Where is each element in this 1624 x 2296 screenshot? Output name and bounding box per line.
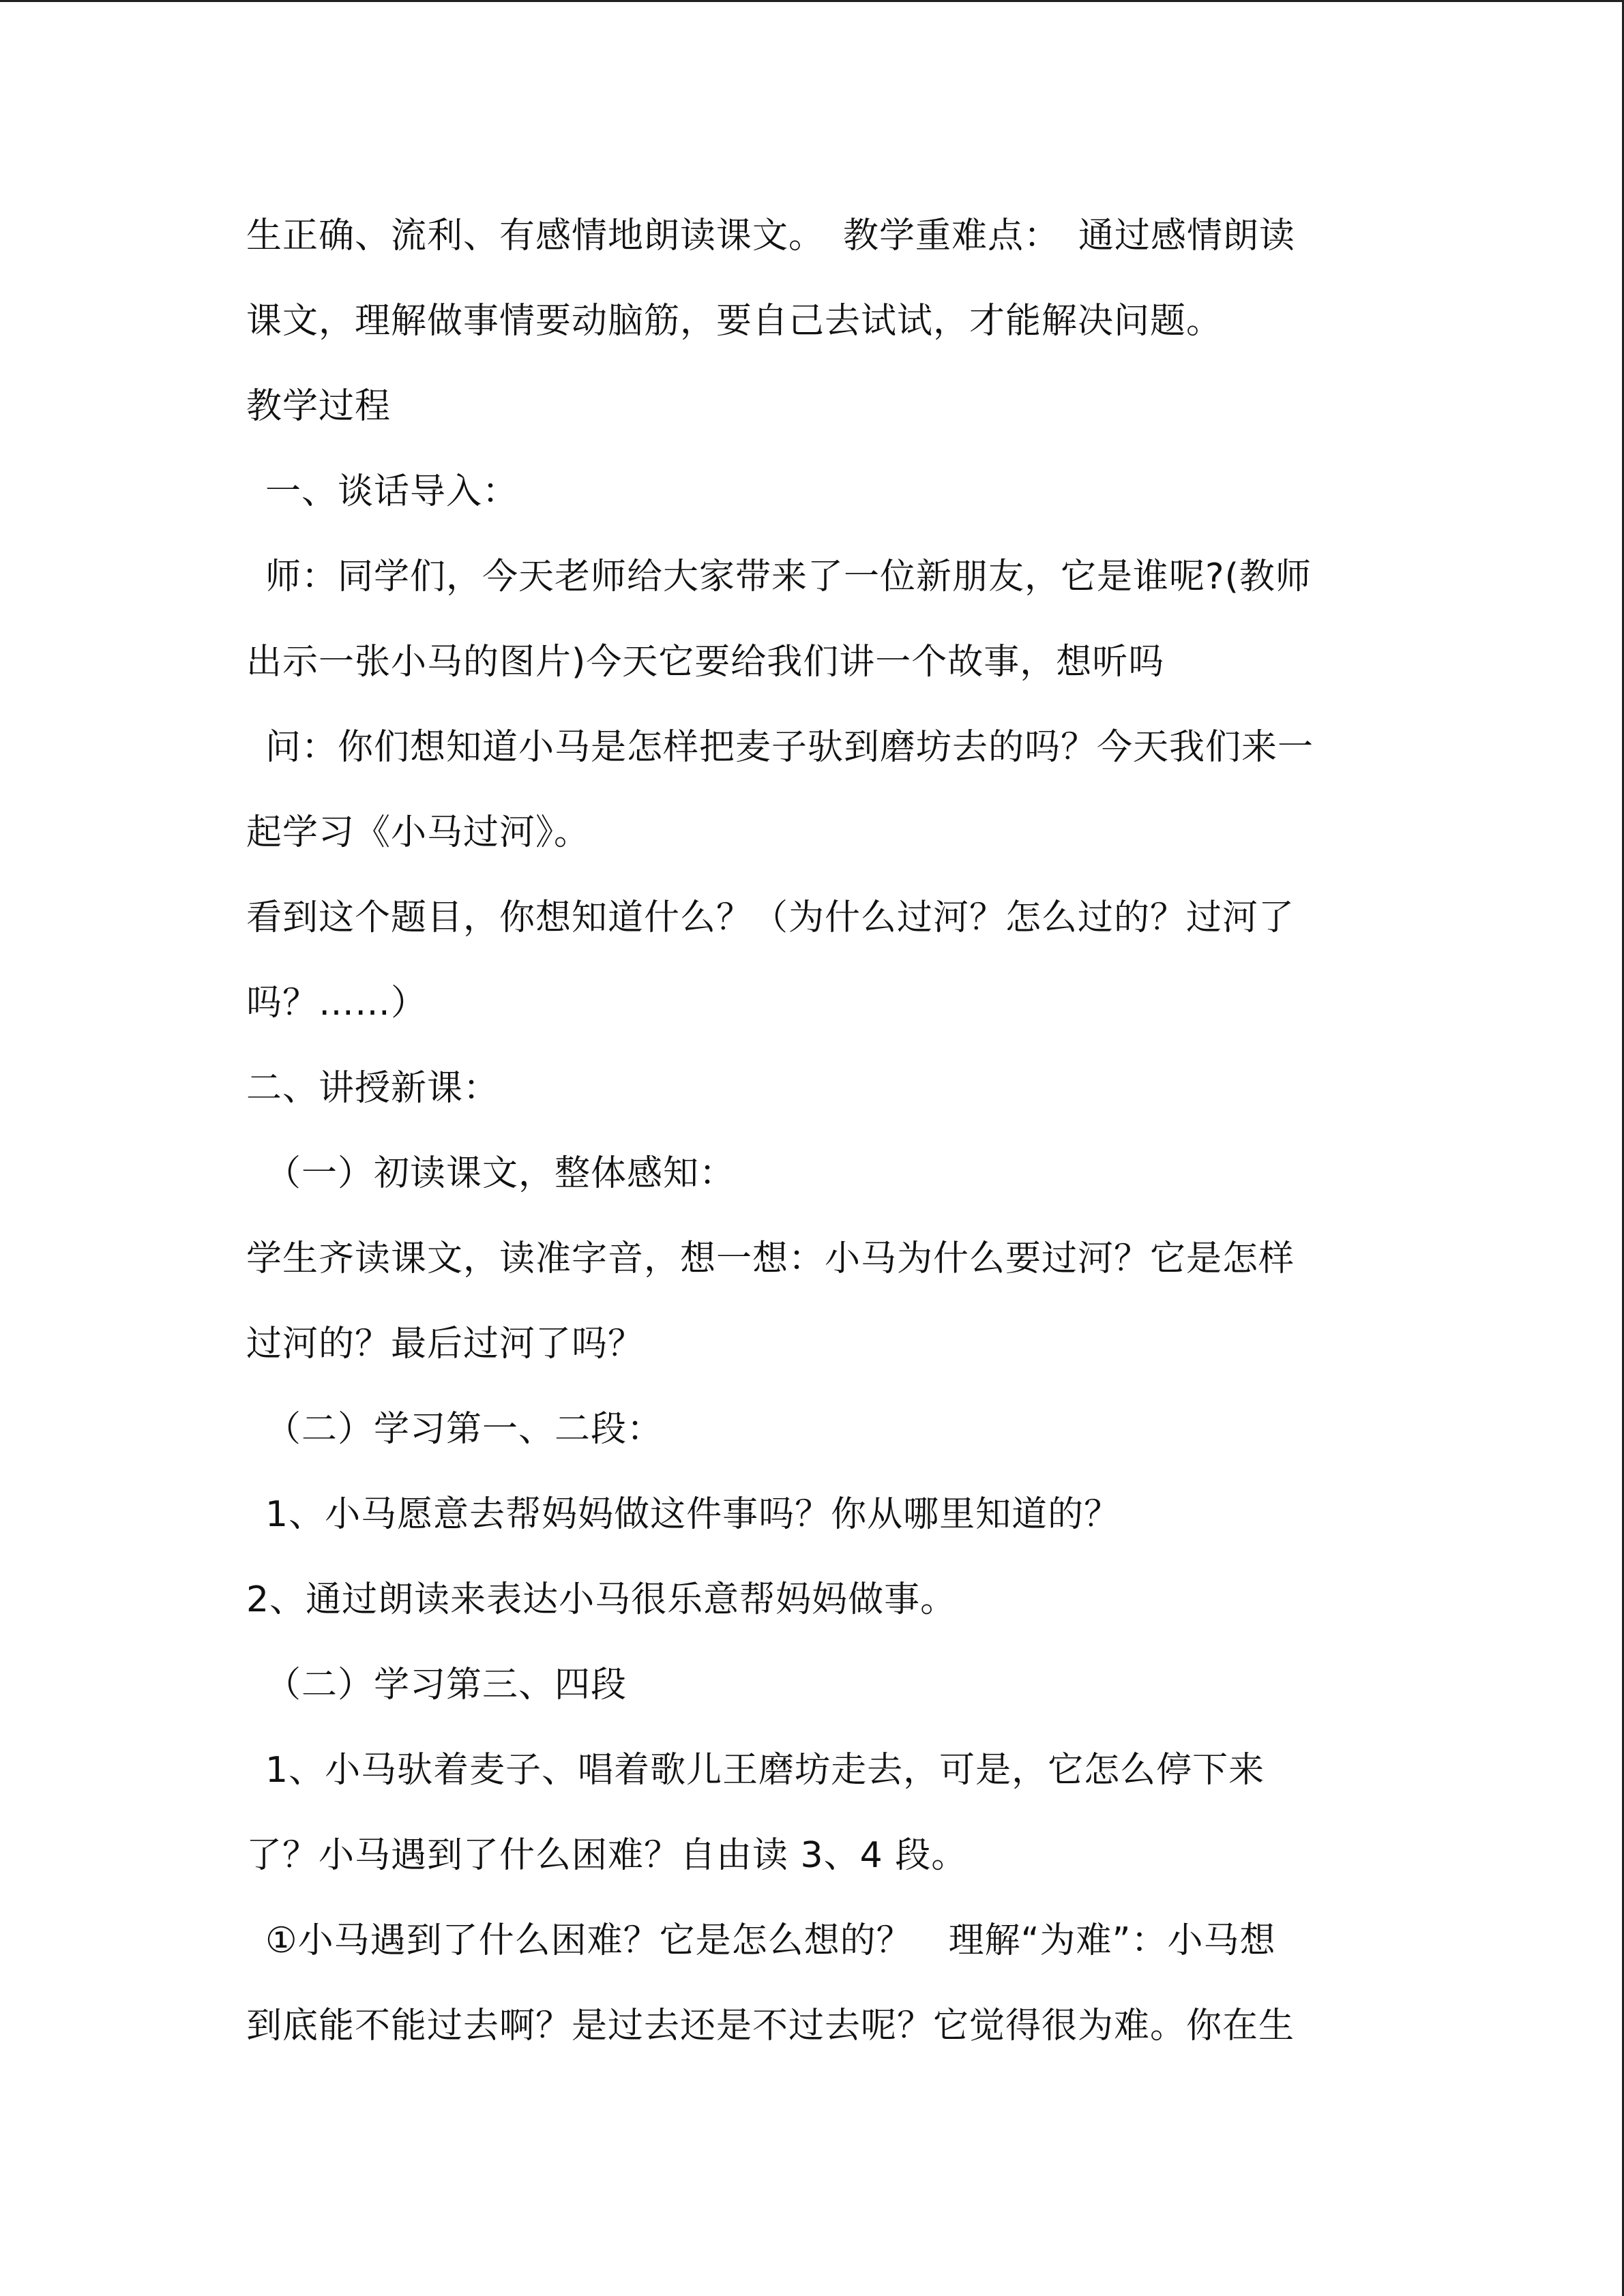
text-line: 师：同学们，今天老师给大家带来了一位新朋友，它是谁呢?(教师 <box>265 556 1312 597</box>
text-line: 问：你们想知道小马是怎样把麦子驮到磨坊去的吗？今天我们来一 <box>265 727 1314 768</box>
section-heading: （二）学习第一、二段： <box>265 1409 664 1450</box>
text-line: 2、通过朗读来表达小马很乐意帮妈妈做事。 <box>246 1579 957 1620</box>
text-line: 学生齐读课文，读准字音，想一想：小马为什么要过河？它是怎样 <box>246 1238 1295 1279</box>
text-line: 吗？……） <box>246 983 428 1024</box>
text-line: 到底能不能过去啊？是过去还是不过去呢？它觉得很为难。你在生 <box>246 2006 1295 2046</box>
text-line: 出示一张小马的图片)今天它要给我们讲一个故事，想听吗 <box>246 642 1165 683</box>
text-line: 1、小马驮着麦子、唱着歌儿王磨坊走去，可是，它怎么停下来 <box>265 1750 1265 1791</box>
section-heading: 教学过程 <box>246 386 392 427</box>
section-heading: 一、谈话导入： <box>265 471 519 512</box>
section-heading: （二）学习第三、四段 <box>265 1665 628 1705</box>
text-line: 起学习《小马过河》。 <box>246 812 591 853</box>
section-heading: （一）初读课文，整体感知： <box>265 1153 736 1194</box>
document-body <box>246 194 1378 2069</box>
text-line: 过河的？最后过河了吗？ <box>246 1324 645 1365</box>
text-line: 课文，理解做事情要动脑筋，要自己去试试，才能解决问题。 <box>246 301 1223 342</box>
text-line: 1、小马愿意去帮妈妈做这件事吗？你从哪里知道的？ <box>265 1494 1121 1535</box>
text-line: 了？小马遇到了什么困难？自由读 3、4 段。 <box>246 1835 968 1876</box>
text-line: 生正确、流利、有感情地朗读课文。 教学重难点： 通过感情朗读 <box>246 215 1296 256</box>
section-heading: 二、讲授新课： <box>246 1068 500 1109</box>
text-line: ①小马遇到了什么困难？它是怎么想的？ 理解“为难”：小马想 <box>265 1920 1276 1961</box>
page-border-top <box>0 0 1624 2</box>
text-line: 看到这个题目，你想知道什么？（为什么过河？怎么过的？过河了 <box>246 897 1295 938</box>
